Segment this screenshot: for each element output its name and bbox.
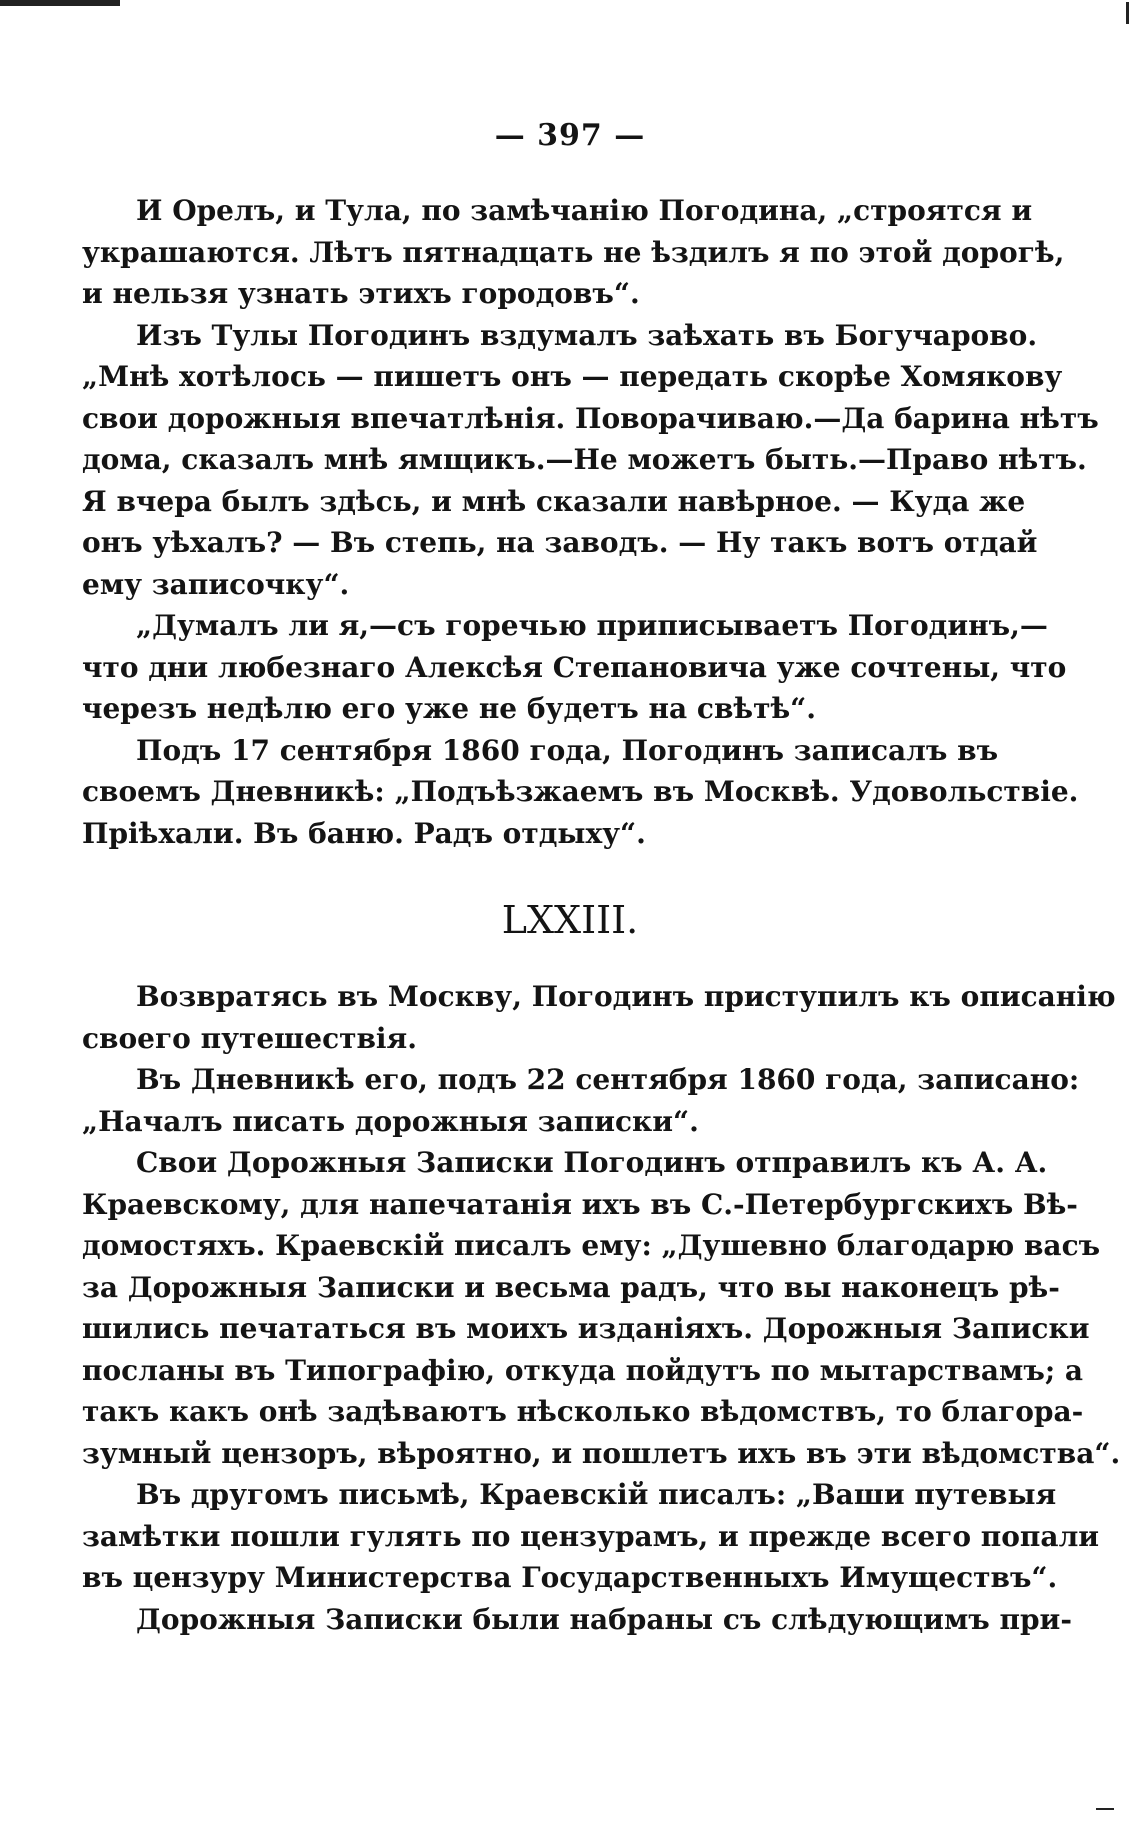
text-line: и нельзя узнать этихъ городовъ“. <box>82 277 640 310</box>
text-line: черезъ недѣлю его уже не будетъ на свѣтѣ“. <box>82 692 816 725</box>
text-line: ему записочку“. <box>82 567 350 601</box>
text-line: Дорожныя Записки были набраны съ слѣдующимъ при- <box>136 1602 1072 1636</box>
text-line: онъ уѣхалъ? — Въ степь, на заводъ. — Ну такъ вотъ отдай <box>82 526 1038 559</box>
text-line: „Мнѣ хотѣлось — пишетъ онъ — передать скорѣе Хомякову <box>82 360 1063 393</box>
text-line: домостяхъ. Краевскій писалъ ему: „Душевно благодарю васъ <box>82 1229 1101 1262</box>
scan-edge-mark <box>1096 1808 1114 1810</box>
text-line: Подъ 17 сентября 1860 года, Погодинъ записалъ въ <box>136 733 999 767</box>
text-block-upper <box>82 190 1099 854</box>
text-line: дома, сказалъ мнѣ ямщикъ.—Не можетъ быть.—Право нѣтъ. <box>82 443 1087 476</box>
text-line: Возвратясь въ Москву, Погодинъ приступилъ къ описанію <box>136 980 1116 1013</box>
text-line: украшаются. Лѣтъ пятнадцать не ѣздилъ я по этой дорогѣ, <box>82 235 1065 269</box>
text-line: въ цензуру Министерства Государственныхъ Имуществъ“. <box>82 1561 1058 1594</box>
scan-edge-mark <box>0 0 120 6</box>
text-line: Свои Дорожныя Записки Погодинъ отправилъ къ А. А. <box>136 1146 1048 1179</box>
text-line: „Началъ писать дорожныя записки“. <box>82 1104 699 1138</box>
text-line: посланы въ Типографію, откуда пойдутъ по мытарствамъ; а <box>82 1353 1084 1387</box>
text-block-lower <box>82 976 1121 1640</box>
text-line: И Орелъ, и Тула, по замѣчанію Погодина, „строятся и <box>136 194 1033 227</box>
text-line: „Думалъ ли я,—съ горечью приписываетъ Погодинъ,— <box>136 609 1048 642</box>
text-line: Я вчера былъ здѣсь, и мнѣ сказали навѣрное. — Куда же <box>82 484 1026 518</box>
text-line: что дни любезнаго Алексѣя Степановича уже сочтены, что <box>82 650 1067 684</box>
text-line: Въ другомъ письмѣ, Краевскій писалъ: „Ваши путевыя <box>136 1478 1057 1511</box>
text-line: своемъ Дневникѣ: „Подъѣзжаемъ въ Москвѣ. Удовольствіе. <box>82 775 1079 808</box>
text-line: своего путешествія. <box>82 1021 417 1055</box>
text-line: за Дорожныя Записки и весьма радъ, что вы наконецъ рѣ- <box>82 1270 1060 1304</box>
section-heading: LXXIII. <box>501 898 639 942</box>
text-line: Изъ Тулы Погодинъ вздумалъ заѣхать въ Богучарово. <box>136 318 1038 352</box>
text-line: шились печататься въ моихъ изданіяхъ. Дорожныя Записки <box>82 1312 1090 1345</box>
text-line: зумный цензоръ, вѣроятно, и пошлетъ ихъ въ эти вѣдомства“. <box>82 1436 1121 1470</box>
page-number: — 397 — <box>494 118 646 153</box>
text-line: свои дорожныя впечатлѣнія. Поворачиваю.—Да барина нѣтъ <box>82 401 1099 435</box>
text-line: Въ Дневникѣ его, подъ 22 сентября 1860 года, записано: <box>136 1063 1080 1096</box>
text-line: Краевскому, для напечатанія ихъ въ С.-Петербургскихъ Вѣ- <box>82 1187 1078 1221</box>
text-line: Пріѣхали. Въ баню. Радъ отдыху“. <box>82 816 646 850</box>
text-line: такъ какъ онѣ задѣваютъ нѣсколько вѣдомствъ, то благора- <box>82 1395 1084 1428</box>
text-line: замѣтки пошли гулять по цензурамъ, и прежде всего попали <box>82 1519 1100 1553</box>
scan-edge-mark <box>1126 2 1129 24</box>
